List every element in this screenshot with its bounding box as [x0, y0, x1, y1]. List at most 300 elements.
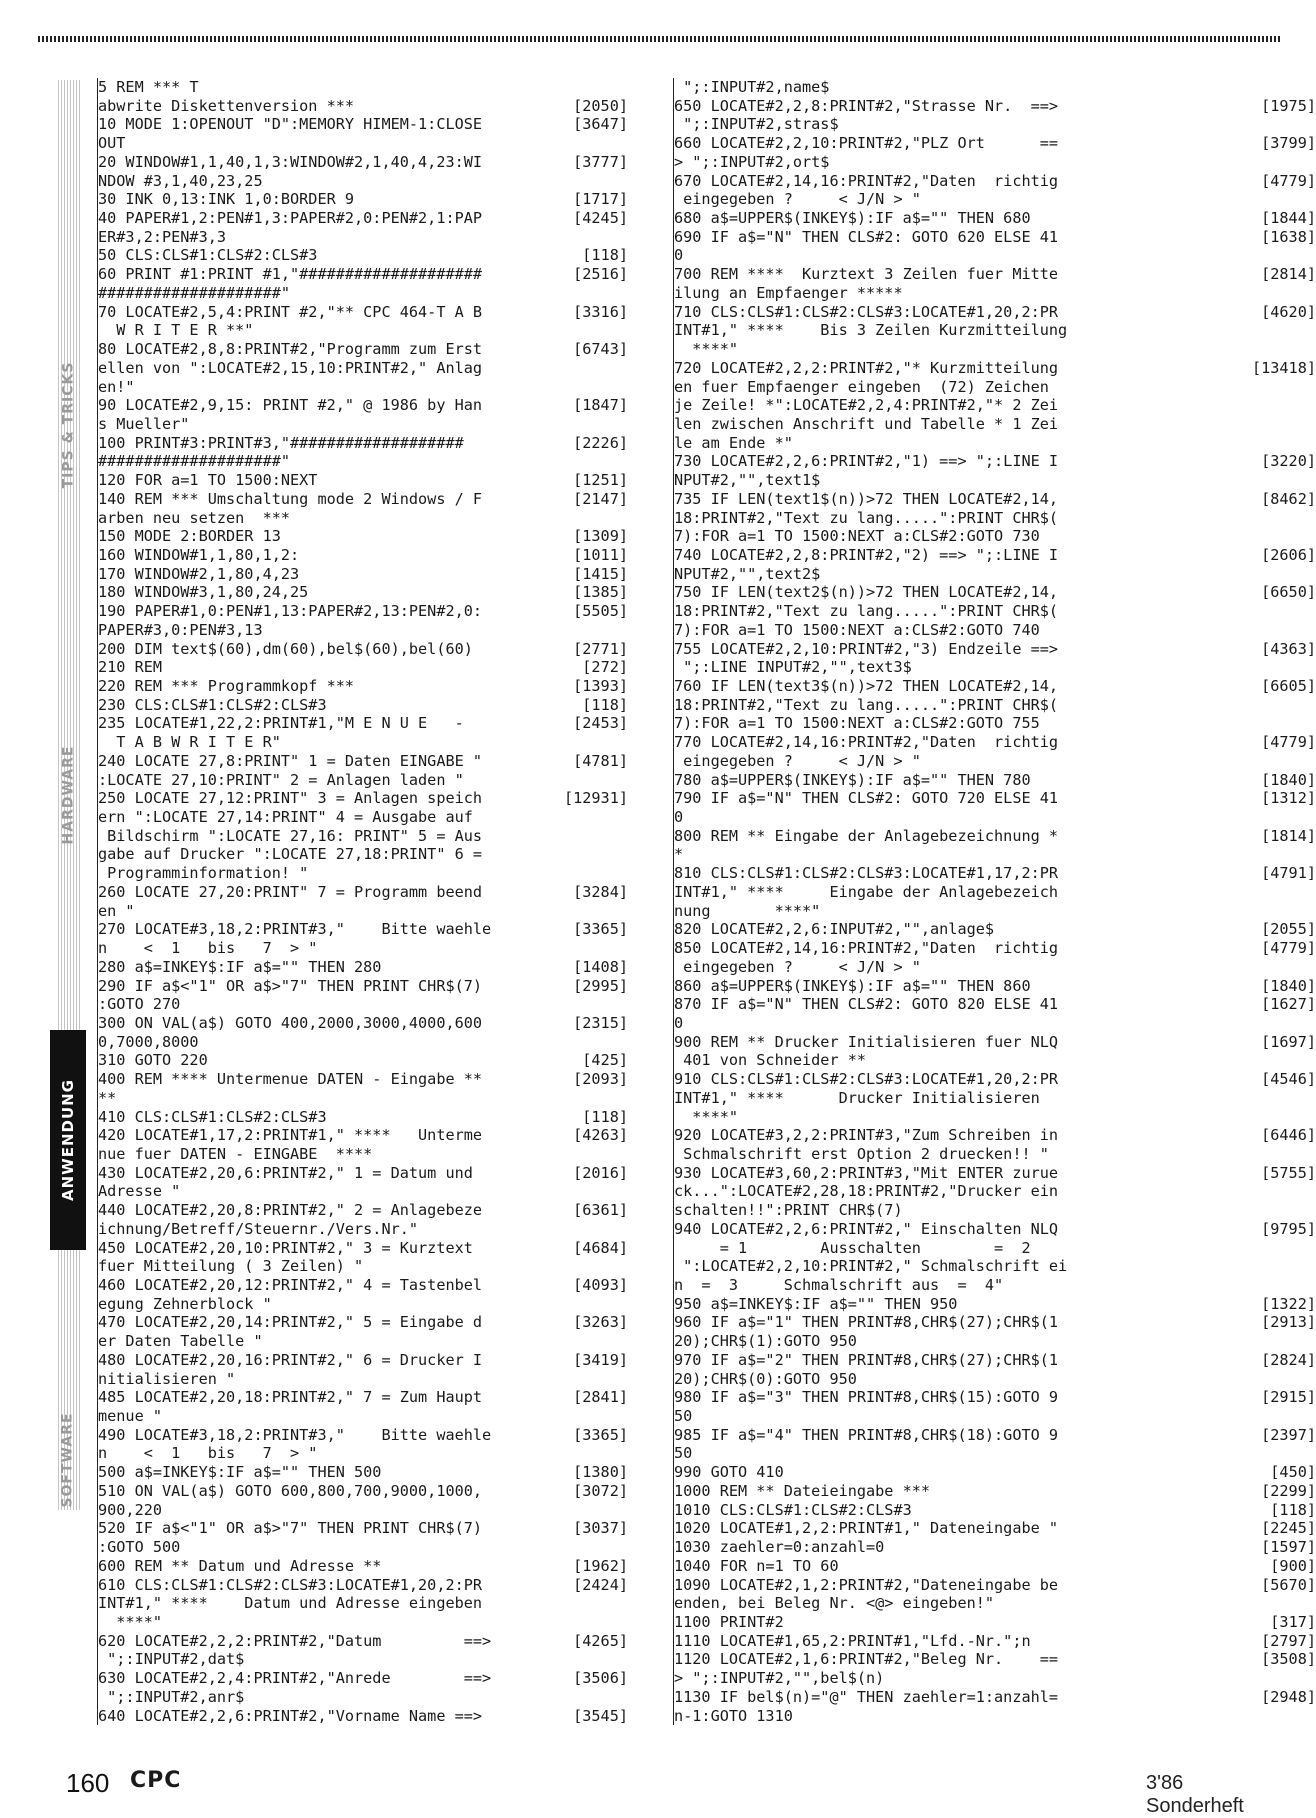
code-line: [98, 1201, 628, 1220]
code-text: W R I T E R **": [98, 321, 254, 340]
checksum: [2016]: [573, 1163, 628, 1182]
checksum: [5670]: [1261, 1575, 1316, 1594]
section-tabs: [50, 80, 86, 1510]
code-text: NDOW #3,1,40,23,25: [98, 171, 263, 190]
checksum: [2516]: [573, 265, 628, 284]
code-line: [674, 1631, 1316, 1651]
checksum: [1975]: [1261, 96, 1316, 115]
code-text: 18:PRINT#2,"Text zu lang.....":PRINT CHR$(: [674, 508, 1059, 527]
checksum: [2606]: [1261, 545, 1316, 564]
code-line: [674, 1070, 1316, 1089]
code-line: [98, 246, 628, 265]
code-text: 1030 zaehler=0:anzahl=0: [674, 1538, 885, 1557]
checksum: [118]: [582, 246, 628, 265]
code-line: [98, 695, 628, 715]
checksum: [2771]: [573, 639, 628, 658]
code-line: [98, 1631, 628, 1651]
code-text: 680 a$=UPPER$(INKEY$):IF a$="" THEN 680: [674, 209, 1031, 228]
code-line: [98, 1182, 608, 1201]
code-text: nue fuer DATEN - EINGABE ****: [98, 1144, 373, 1163]
code-text: ER#3,2:PEN#3,3: [98, 227, 227, 246]
code-line: [98, 1163, 628, 1183]
code-line: [98, 415, 608, 434]
code-text: :GOTO 270: [98, 995, 181, 1014]
checksum: [6650]: [1261, 583, 1316, 602]
code-text: 7):FOR a=1 TO 1500:NEXT a:CLS#2:GOTO 730: [674, 527, 1040, 546]
code-text: 0: [674, 1013, 684, 1032]
code-text: 20);CHR$(1):GOTO 950: [674, 1332, 857, 1351]
checksum: [1697]: [1261, 1032, 1316, 1051]
code-line: [674, 1239, 1184, 1258]
code-line: [674, 1481, 1316, 1501]
listing-column-right: [673, 78, 1316, 1725]
code-line: [674, 302, 1316, 322]
checksum: [118]: [582, 1107, 628, 1126]
code-text: 460 LOCATE#2,20,12:PRINT#2," 4 = Tastenbel: [98, 1276, 483, 1294]
code-line: [98, 378, 608, 397]
code-line: [674, 209, 1316, 228]
code-line: [674, 1669, 1184, 1688]
code-line: [98, 527, 628, 546]
code-text: 1040 FOR n=1 TO 60: [674, 1556, 839, 1575]
code-line: [674, 1407, 1184, 1426]
code-text: 18:PRINT#2,"Text zu lang.....":PRINT CHR$(: [674, 602, 1059, 621]
code-text: ellen von ":LOCATE#2,15,10:PRINT#2," Anlag: [98, 358, 483, 377]
code-text: 985 IF a$="4" THEN PRINT#8,CHR$(18):GOTO 9: [674, 1425, 1059, 1444]
code-text: nitialisieren ": [98, 1369, 236, 1388]
code-line: [98, 1332, 608, 1351]
code-line: [674, 1201, 1184, 1220]
code-text: 1110 LOCATE#1,65,2:PRINT#1,"Lfd.-Nr.";n: [674, 1631, 1031, 1650]
code-line: [674, 545, 1316, 565]
code-line: [98, 920, 628, 939]
issue-label: 3'86 Sonderheft: [1146, 1772, 1244, 1817]
code-text: 200 DIM text$(60),dm(60),bel$(60),bel(60): [98, 639, 473, 658]
checksum: [1814]: [1261, 826, 1316, 845]
code-line: [674, 1687, 1316, 1707]
code-text: 870 IF a$="N" THEN CLS#2: GOTO 820 ELSE 41: [674, 995, 1059, 1014]
code-line: [674, 284, 1184, 303]
code-text: 770 LOCATE#2,14,16:PRINT#2,"Daten richtig: [674, 733, 1059, 752]
code-text: INT#1," **** Bis 3 Zeilen Kurzmitteilung: [674, 321, 1068, 340]
code-line: [98, 902, 608, 921]
code-line: [674, 1219, 1316, 1239]
code-text: 1120 LOCATE#2,1,6:PRINT#2,"Beleg Nr. ==: [674, 1650, 1059, 1669]
code-text: 600 REM ** Datum und Adresse **: [98, 1556, 382, 1575]
code-text: en fuer Empfaenger eingeben (72) Zeichen: [674, 377, 1049, 396]
code-text: *: [674, 845, 684, 864]
code-line: [98, 433, 628, 453]
code-line: [98, 452, 608, 471]
code-text: 660 LOCATE#2,2,10:PRINT#2,"PLZ Ort ==: [674, 134, 1059, 153]
code-text: fuer Mitteilung ( 3 Zeilen) ": [98, 1257, 364, 1276]
code-line: [674, 153, 1184, 172]
code-line: [674, 489, 1316, 509]
section-tab-anwendung: ANWENDUNG: [50, 1030, 86, 1250]
code-text: INT#1," **** Drucker Initialisieren: [674, 1088, 1040, 1107]
code-text: 790 IF a$="N" THEN CLS#2: GOTO 720 ELSE 41: [674, 789, 1059, 808]
code-text: 70 LOCATE#2,5,4:PRINT #2,"** CPC 464-T A B: [98, 302, 483, 321]
code-line: [674, 714, 1184, 733]
code-line: [674, 1650, 1316, 1669]
code-text: = 1 Ausschalten = 2: [674, 1238, 1031, 1257]
code-line: [674, 845, 1184, 864]
checksum: [2147]: [573, 489, 628, 508]
checksum: [6605]: [1261, 677, 1316, 695]
checksum: [3419]: [573, 1350, 628, 1369]
code-text: 440 LOCATE#2,20,8:PRINT#2," 2 = Anlagebeze: [98, 1201, 483, 1220]
code-text: 800 REM ** Eingabe der Anlagebezeichnung *: [674, 826, 1059, 845]
code-text: 250 LOCATE 27,12:PRINT" 3 = Anlagen speich: [98, 789, 483, 808]
code-text: ilung an Empfaenger *****: [674, 283, 903, 302]
code-text: 235 LOCATE#1,22,2:PRINT#1,"M E N U E -: [98, 714, 464, 733]
checksum: [2948]: [1261, 1687, 1316, 1706]
checksum: [1415]: [573, 564, 628, 583]
code-text: 610 CLS:CLS#1:CLS#2:CLS#3:LOCATE#1,20,2:PR: [98, 1575, 483, 1594]
code-text: 40 PAPER#1,2:PEN#1,3:PAPER#2,0:PEN#2,1:PAP: [98, 209, 483, 228]
code-text: 720 LOCATE#2,2,2:PRINT#2,"* Kurzmitteilung: [674, 358, 1059, 377]
code-text: 7):FOR a=1 TO 1500:NEXT a:CLS#2:GOTO 755: [674, 714, 1040, 733]
code-line: [674, 434, 1184, 453]
code-line: [98, 1107, 628, 1127]
checksum: [3777]: [573, 152, 628, 171]
code-line: [98, 1313, 628, 1332]
code-text: 60 PRINT #1:PRINT #1,"####################: [98, 265, 483, 284]
checksum: [2299]: [1261, 1481, 1316, 1500]
code-line: [98, 845, 608, 864]
code-line: [98, 1538, 608, 1557]
code-line: [98, 658, 628, 677]
code-text: NPUT#2,"",text2$: [674, 564, 821, 583]
code-text: ****": [674, 340, 739, 359]
code-text: ";:INPUT#2,name$: [674, 78, 830, 96]
code-line: [674, 752, 1184, 771]
code-line: [98, 1388, 628, 1407]
code-line: [674, 1313, 1316, 1332]
code-text: 990 GOTO 410: [674, 1463, 784, 1482]
code-line: [674, 565, 1184, 584]
code-line: [674, 358, 1316, 378]
code-line: [674, 396, 1184, 415]
code-text: 401 von Schneider **: [674, 1051, 867, 1070]
code-line: [98, 564, 628, 584]
checksum: [2453]: [573, 714, 628, 733]
code-line: [98, 152, 628, 172]
code-text: ern ":LOCATE 27,14:PRINT" 4 = Ausgabe auf: [98, 808, 473, 827]
code-text: en ": [98, 901, 135, 920]
code-line: [674, 826, 1316, 846]
code-line: [98, 714, 628, 733]
code-line: [98, 621, 608, 640]
code-text: 810 CLS:CLS#1:CLS#2:CLS#3:LOCATE#1,17,2:PR: [674, 864, 1059, 883]
code-text: 920 LOCATE#3,2,2:PRINT#3,"Zum Schreiben in: [674, 1126, 1059, 1145]
checksum: [5755]: [1261, 1163, 1316, 1182]
checksum: [1962]: [573, 1556, 628, 1575]
code-line: [674, 227, 1316, 247]
code-text: 230 CLS:CLS#1:CLS#2:CLS#3: [98, 695, 327, 714]
code-line: [98, 321, 608, 340]
code-text: ichnung/Betreff/Steuernr./Vers.Nr.": [98, 1219, 419, 1238]
code-line: [98, 771, 608, 790]
code-text: 0: [674, 246, 684, 265]
code-text: 650 LOCATE#2,2,8:PRINT#2,"Strasse Nr. ==>: [674, 96, 1059, 115]
code-line: [98, 1033, 608, 1052]
code-line: [98, 1444, 608, 1463]
code-text: ";:INPUT#2,dat$: [98, 1650, 245, 1669]
code-line: [674, 770, 1316, 790]
checksum: [2995]: [573, 976, 628, 995]
code-line: [98, 471, 628, 490]
code-text: 910 CLS:CLS#1:CLS#2:CLS#3:LOCATE#1,20,2:PR: [674, 1070, 1059, 1089]
checksum: [2055]: [1261, 920, 1316, 939]
code-line: [674, 340, 1184, 359]
page-footer: [66, 1768, 1280, 1817]
code-line: [674, 883, 1184, 902]
checksum: [2797]: [1261, 1631, 1316, 1650]
code-line: [98, 751, 628, 771]
checksum: [3365]: [573, 1425, 628, 1444]
code-line: [674, 471, 1184, 490]
checksum: [4779]: [1261, 939, 1316, 958]
checksum: [2093]: [573, 1070, 628, 1089]
code-text: 50: [674, 1444, 693, 1463]
page-number: 160: [66, 1768, 110, 1798]
checksum: [2245]: [1261, 1519, 1316, 1538]
code-text: 620 LOCATE#2,2,2:PRINT#2,"Datum ==>: [98, 1631, 492, 1650]
code-line: [674, 378, 1184, 397]
code-text: T A B W R I T E R": [98, 733, 281, 752]
code-line: [674, 415, 1184, 434]
code-line: [98, 1613, 608, 1632]
code-text: OUT: [98, 134, 126, 153]
code-line: [674, 1463, 1316, 1482]
code-text: INT#1," **** Datum und Adresse eingeben: [98, 1594, 483, 1613]
code-line: [98, 489, 628, 509]
code-line: [98, 1407, 608, 1426]
code-line: [98, 1013, 628, 1033]
checksum: [1312]: [1261, 789, 1316, 808]
code-line: [98, 1126, 628, 1145]
code-line: [98, 733, 608, 752]
code-line: [98, 1145, 608, 1164]
code-text: 780 a$=UPPER$(INKEY$):IF a$="" THEN 780: [674, 770, 1031, 789]
code-text: 190 PAPER#1,0:PEN#1,13:PAPER#2,13:PEN#2,0:: [98, 602, 483, 621]
code-text: er Daten Tabelle ": [98, 1332, 263, 1351]
code-text: le am Ende *": [674, 433, 793, 452]
code-line: [98, 1575, 628, 1595]
code-line: [98, 1706, 628, 1726]
code-line: [98, 639, 628, 659]
checksum: [6361]: [573, 1201, 628, 1220]
code-line: [98, 1089, 608, 1108]
code-text: **: [98, 1088, 117, 1107]
checksum: [2315]: [573, 1013, 628, 1032]
code-line: [98, 1669, 628, 1688]
code-line: [674, 939, 1316, 958]
code-line: [674, 902, 1184, 921]
code-text: 80 LOCATE#2,8,8:PRINT#2,"Programm zum Erst: [98, 340, 483, 359]
code-text: ****": [674, 1107, 739, 1126]
section-tab-hardware: HARDWARE: [60, 745, 77, 845]
code-text: 10 MODE 1:OPENOUT "D":MEMORY HIMEM-1:CLOSE: [98, 115, 483, 134]
checksum: [4363]: [1261, 639, 1316, 658]
code-text: 470 LOCATE#2,20,14:PRINT#2," 5 = Eingabe d: [98, 1313, 483, 1332]
code-text: nung ****": [674, 901, 821, 920]
code-line: [98, 995, 608, 1014]
checksum: [2913]: [1261, 1313, 1316, 1332]
code-text: 1020 LOCATE#1,2,2:PRINT#1," Dateneingabe ": [674, 1519, 1059, 1538]
code-line: [674, 527, 1184, 546]
code-line: [674, 1182, 1184, 1201]
code-text: 960 IF a$="1" THEN PRINT#8,CHR$(27);CHR$(1: [674, 1313, 1059, 1332]
code-text: 730 LOCATE#2,2,6:PRINT#2,"1) ==> ";:LINE I: [674, 452, 1059, 471]
code-line: [98, 1501, 608, 1520]
checksum: [1385]: [573, 583, 628, 602]
code-line: [98, 789, 628, 808]
code-text: 50 CLS:CLS#1:CLS#2:CLS#3: [98, 246, 318, 265]
code-line: [674, 1575, 1316, 1595]
code-text: 0: [674, 808, 684, 827]
code-line: [674, 920, 1316, 939]
code-text: n < 1 bis 7 > ": [98, 939, 318, 958]
code-text: 820 LOCATE#2,2,6:INPUT#2,"",anlage$: [674, 920, 995, 939]
section-tab-software: SOFTWARE: [60, 1412, 76, 1508]
code-line: [674, 1519, 1316, 1538]
code-text: n = 3 Schmalschrift aus = 4": [674, 1276, 1004, 1294]
code-line: [98, 1519, 628, 1538]
code-text: > ";:INPUT#2,ort$: [674, 152, 830, 171]
code-line: [674, 321, 1184, 340]
code-text: 670 LOCATE#2,14,16:PRINT#2,"Daten richtig: [674, 171, 1059, 190]
code-text: s Mueller": [98, 414, 190, 433]
code-text: 755 LOCATE#2,2,10:PRINT#2,"3) Endzeile ==>: [674, 639, 1059, 658]
code-line: [98, 976, 628, 996]
code-line: [674, 789, 1316, 808]
code-line: [98, 939, 608, 958]
code-line: [98, 1295, 608, 1314]
code-line: [98, 1276, 628, 1295]
code-text: 930 LOCATE#3,60,2:PRINT#3,"Mit ENTER zurue: [674, 1163, 1059, 1182]
code-line: [674, 696, 1184, 715]
checksum: [2841]: [573, 1388, 628, 1407]
code-text: n-1:GOTO 1310: [674, 1706, 793, 1725]
code-text: 120 FOR a=1 TO 1500:NEXT: [98, 471, 318, 490]
code-text: ####################": [98, 452, 291, 471]
code-text: arben neu setzen ***: [98, 508, 291, 527]
code-text: 260 LOCATE 27,20:PRINT" 7 = Programm beend: [98, 882, 483, 901]
checksum: [3545]: [573, 1706, 628, 1725]
code-line: [98, 396, 628, 415]
checksum: [6743]: [573, 340, 628, 359]
code-text: 410 CLS:CLS#1:CLS#2:CLS#3: [98, 1107, 327, 1126]
code-line: [98, 302, 628, 322]
code-line: [98, 265, 628, 284]
code-line: [98, 1257, 608, 1276]
code-line: [98, 172, 608, 191]
code-text: 640 LOCATE#2,2,6:PRINT#2,"Vorname Name ==>: [98, 1706, 483, 1725]
code-line: [674, 1126, 1316, 1145]
code-line: [98, 96, 628, 116]
code-text: 700 REM **** Kurztext 3 Zeilen fuer Mitte: [674, 265, 1059, 284]
code-text: 7):FOR a=1 TO 1500:NEXT a:CLS#2:GOTO 740: [674, 620, 1040, 639]
code-text: 1000 REM ** Dateieingabe ***: [674, 1481, 931, 1500]
code-line: [674, 995, 1316, 1014]
code-line: [674, 1032, 1316, 1052]
code-line: [98, 1556, 628, 1576]
checksum: [1844]: [1261, 209, 1316, 228]
section-tab-tips: TIPS & TRICKS: [60, 361, 76, 489]
checksum: [2814]: [1261, 265, 1316, 284]
code-text: Schmalschrift erst Option 2 druecken!! ": [674, 1144, 1049, 1163]
checksum: [4620]: [1261, 302, 1316, 321]
checksum: [1840]: [1261, 770, 1316, 789]
code-text: ";:INPUT#2,anr$: [98, 1687, 245, 1706]
code-line: [98, 190, 628, 209]
code-line: [674, 1014, 1184, 1033]
code-text: 1090 LOCATE#2,1,2:PRINT#2,"Dateneingabe be: [674, 1575, 1059, 1594]
code-text: eingegeben ? < J/N > ": [674, 751, 921, 770]
checksum: [4684]: [573, 1238, 628, 1257]
code-text: 310 GOTO 220: [98, 1051, 208, 1070]
code-text: 240 LOCATE 27,8:PRINT" 1 = Daten EINGABE ": [98, 751, 483, 770]
code-line: [98, 602, 628, 621]
code-line: [98, 808, 608, 827]
code-line: [674, 1163, 1316, 1183]
code-text: gabe auf Drucker ":LOCATE 27,18:PRINT" 6 =: [98, 845, 483, 864]
code-line: [98, 509, 608, 528]
checksum: [3037]: [573, 1519, 628, 1538]
code-text: 300 ON VAL(a$) GOTO 400,2000,3000,4000,600: [98, 1013, 483, 1032]
checksum: [1717]: [573, 190, 628, 209]
code-line: [674, 1257, 1184, 1276]
code-line: [674, 134, 1316, 153]
code-text: 430 LOCATE#2,20,6:PRINT#2," 1 = Datum und: [98, 1163, 473, 1182]
code-line: [674, 1051, 1184, 1070]
code-line: [674, 1612, 1316, 1632]
checksum: [4265]: [573, 1631, 628, 1650]
code-line: [674, 1388, 1316, 1407]
checksum: [425]: [582, 1051, 628, 1070]
code-line: [98, 340, 628, 359]
code-line: [98, 545, 628, 565]
code-line: [674, 658, 1184, 677]
checksum: [1322]: [1261, 1294, 1316, 1313]
code-line: [98, 134, 608, 153]
code-line: [674, 1276, 1184, 1295]
code-line: [674, 1089, 1184, 1108]
checksum: [450]: [1270, 1463, 1316, 1482]
code-text: 970 IF a$="2" THEN PRINT#8,CHR$(27);CHR$(1: [674, 1350, 1059, 1369]
code-text: ****": [98, 1612, 163, 1631]
code-text: 220 REM *** Programmkopf ***: [98, 677, 355, 695]
code-text: 485 LOCATE#2,20,18:PRINT#2," 7 = Zum Haupt: [98, 1388, 483, 1407]
code-text: 710 CLS:CLS#1:CLS#2:CLS#3:LOCATE#1,20,2:PR: [674, 302, 1059, 321]
checksum: [4791]: [1261, 864, 1316, 883]
code-line: [98, 284, 608, 303]
checksum: [4245]: [573, 209, 628, 228]
code-text: :GOTO 500: [98, 1538, 181, 1557]
checksum: [4546]: [1261, 1070, 1316, 1089]
code-text: je Zeile! *":LOCATE#2,2,4:PRINT#2,"* 2 Zei: [674, 396, 1059, 415]
code-text: 760 IF LEN(text3$(n))>72 THEN LOCATE#2,14,: [674, 677, 1059, 695]
code-text: Programminformation! ": [98, 864, 309, 883]
code-line: [674, 1538, 1316, 1557]
code-line: [674, 583, 1316, 602]
checksum: [1011]: [573, 545, 628, 564]
code-line: [98, 1481, 628, 1501]
code-line: [98, 957, 628, 977]
checksum: [3647]: [573, 115, 628, 134]
